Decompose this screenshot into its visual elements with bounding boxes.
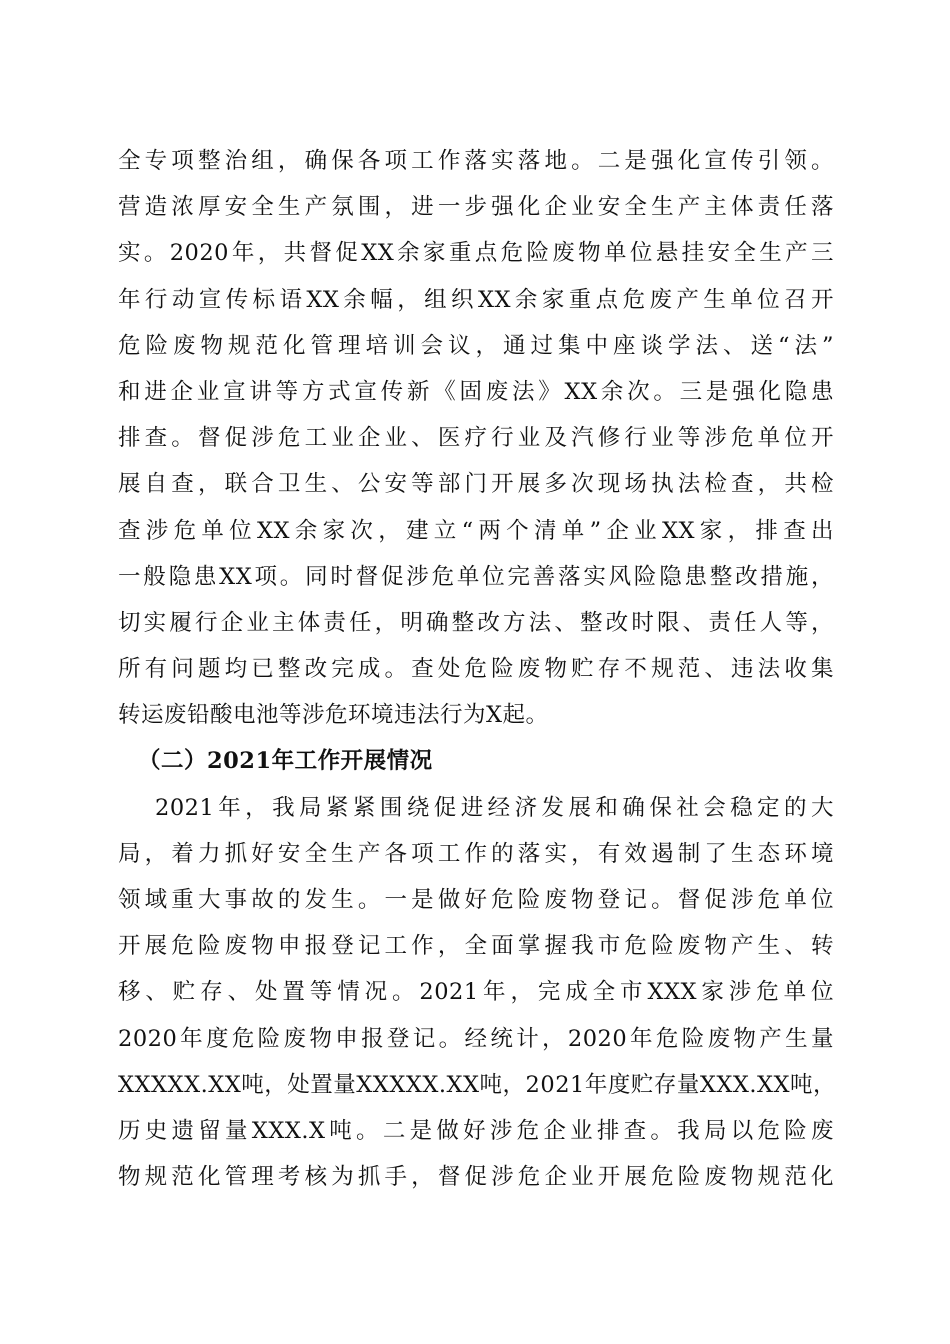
- paragraph-line: 查涉危单位XX余家次，建立“两个清单”企业XX家，排查出: [118, 517, 834, 544]
- paragraph-line: 全专项整治组，确保各项工作落实落地。二是强化宣传引领。: [118, 148, 834, 174]
- paragraph-line: 所有问题均已整改完成。查处危险废物贮存不规范、违法收集: [118, 656, 834, 683]
- paragraph-line: 领域重大事故的发生。一是做好危险废物登记。督促涉危单位: [118, 887, 834, 913]
- section-heading: （二）2021年工作开展情况: [138, 748, 433, 775]
- paragraph-line: 2021年，我局紧紧围绕促进经济发展和确保社会稳定的大: [155, 794, 834, 821]
- paragraph-line: 年行动宣传标语XX余幅，组织XX余家重点危废产生单位召开: [118, 286, 834, 313]
- paragraph-1: [118, 138, 834, 738]
- paragraph-line: 展自查，联合卫生、公安等部门开展多次现场执法检查，共检: [118, 471, 834, 498]
- paragraph-line: 转运废铅酸电池等涉危环境违法行为X起。: [118, 702, 549, 729]
- paragraph-line: 物规范化管理考核为抓手，督促涉危企业开展危险废物规范化: [118, 1164, 834, 1191]
- paragraph-line: 历史遗留量XXX.X吨。二是做好涉危企业排查。我局以危险废: [118, 1117, 834, 1144]
- paragraph-line: 2020年度危险废物申报登记。经统计，2020年危险废物产生量: [118, 1025, 834, 1052]
- paragraph-line: 排查。督促涉危工业企业、医疗行业及汽修行业等涉危单位开: [118, 425, 834, 452]
- paragraph-line: 开展危险废物申报登记工作，全面掌握我市危险废物产生、转: [118, 933, 834, 960]
- paragraph-line: 实。2020年，共督促XX余家重点危险废物单位悬挂安全生产三: [118, 240, 834, 267]
- paragraph-line: 危险废物规范化管理培训会议，通过集中座谈学法、送“法”: [118, 332, 834, 359]
- paragraph-line: 切实履行企业主体责任，明确整改方法、整改时限、责任人等，: [118, 609, 834, 636]
- document-body: [118, 138, 837, 1200]
- paragraph-line: 营造浓厚安全生产氛围，进一步强化企业安全生产主体责任落: [118, 194, 834, 221]
- paragraph-line: 和进企业宣讲等方式宣传新《固废法》XX余次。三是强化隐患: [118, 378, 834, 405]
- paragraph-line: 一般隐患XX项。同时督促涉危单位完善落实风险隐患整改措施，: [118, 563, 834, 590]
- paragraph-line: 局，着力抓好安全生产各项工作的落实，有效遏制了生态环境: [118, 840, 834, 867]
- paragraph-line: 移、贮存、处置等情况。2021年，完成全市XXX家涉危单位: [118, 979, 834, 1006]
- paragraph-line: XXXXX.XX吨，处置量XXXXX.XX吨，2021年度贮存量XXX.XX吨，: [118, 1071, 837, 1098]
- paragraph-2: [118, 785, 837, 1201]
